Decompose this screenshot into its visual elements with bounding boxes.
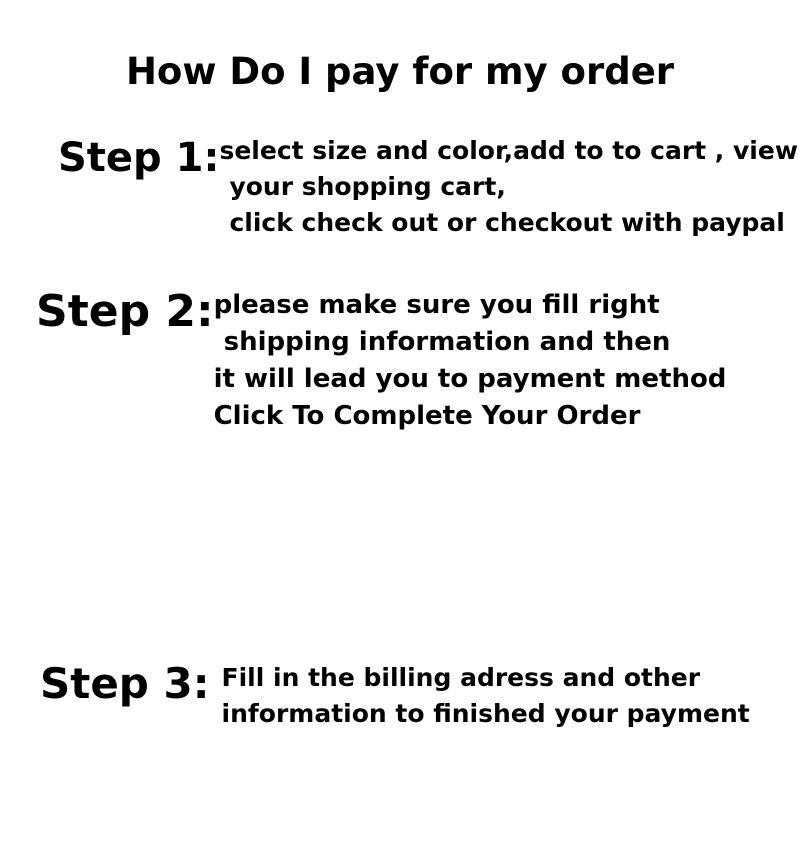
step-1-line-2: your shopping cart,: [229, 171, 506, 201]
step-2-label: Step 2:: [36, 285, 214, 337]
step-1-body: [219, 133, 800, 241]
step-1-line-3: click check out or checkout with paypal: [229, 207, 785, 237]
step-2-line-3: it will lead you to payment method: [213, 363, 727, 394]
step-3-line-2: information to finished your payment: [221, 699, 750, 728]
instructions-page: [0, 52, 800, 852]
step-2-line-1: please make sure you fill right: [213, 289, 660, 320]
step-1-label: Step 1:: [58, 134, 220, 181]
step-2-block: [0, 287, 800, 435]
step-3-line-1: Fill in the billing adress and other: [221, 663, 701, 692]
step-1-line-1: select size and color,add to to cart , view: [219, 135, 798, 165]
step-3-block: [40, 660, 780, 732]
step-1-block: [0, 133, 800, 241]
step-3-body: [210, 660, 780, 732]
page-title: How Do I pay for my order: [125, 50, 675, 93]
step-2-body: [214, 287, 800, 435]
step-3-label: Step 3:: [40, 659, 210, 708]
step-2-line-4: Click To Complete Your Order: [213, 400, 641, 431]
step-2-line-2: shipping information and then: [223, 326, 671, 357]
